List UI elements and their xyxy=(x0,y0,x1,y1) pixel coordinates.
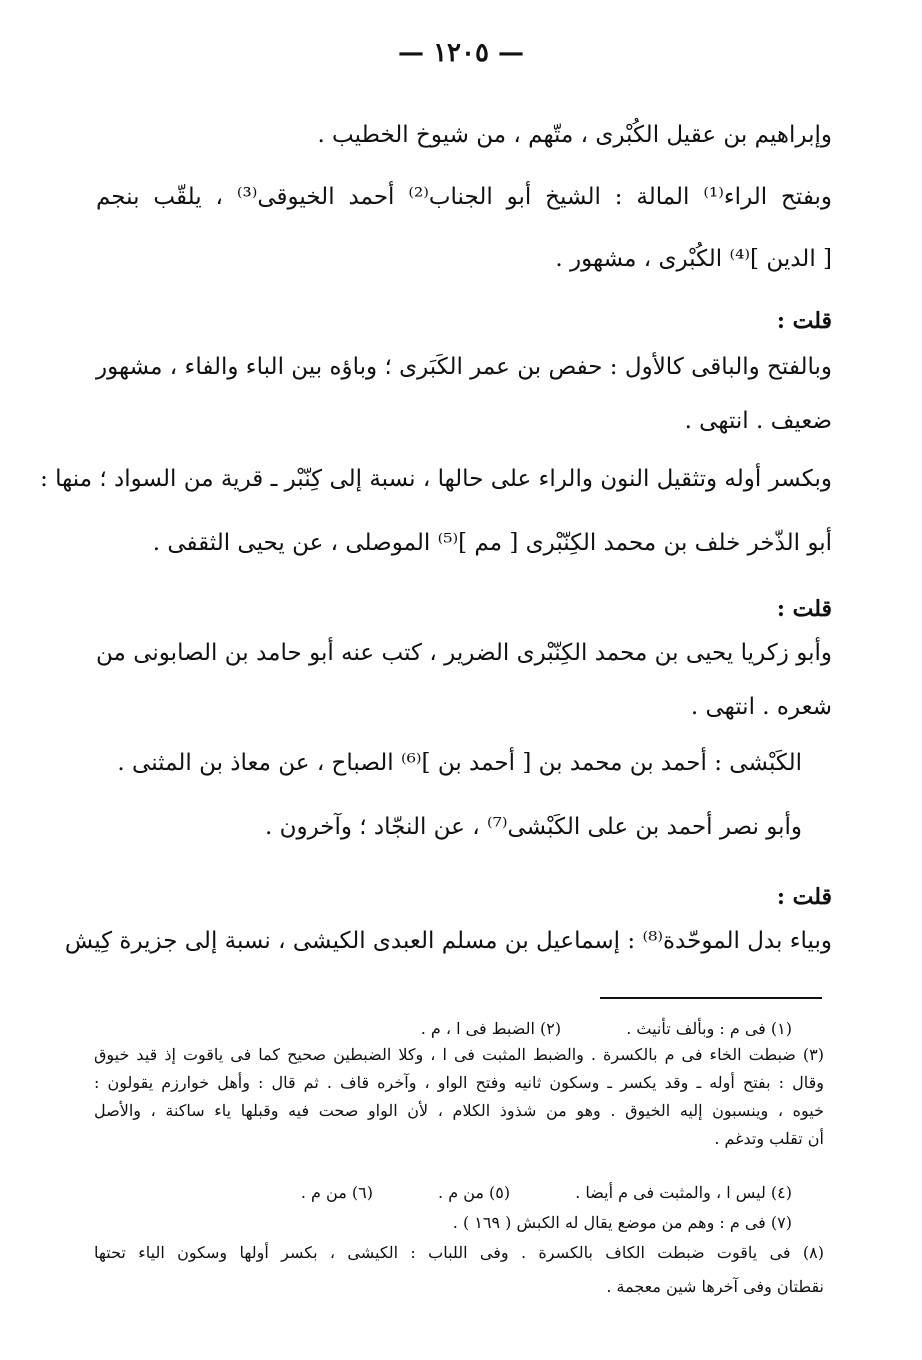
page-number: — ١٢٠٥ — xyxy=(398,38,524,68)
body-line-11: شعره . انتهى . xyxy=(690,694,832,720)
footnote-separator xyxy=(600,997,822,999)
footnote-6: (٦) من م . xyxy=(300,1183,373,1202)
body-line-6: ضعيف . انتهى . xyxy=(684,408,832,434)
footnote-5: (٥) من م . xyxy=(438,1183,511,1202)
body-line-10: وأبو زكريا يحيى بن محمد الكِنّبْرى الضرير ، كتب عنه أبو حامد بن الصابونى من xyxy=(96,640,832,666)
section-heading-qultu-1: قلت : xyxy=(776,308,832,334)
body-line-7: وبكسر أوله وتثقيل النون والراء على حالها ، نسبة إلى كِنّبْر ـ قرية من السواد ؛ منها : xyxy=(40,466,832,492)
footnote-3-line-4: أن تقلب وتدغم . xyxy=(714,1129,824,1148)
footnote-3-line-2: وقال : بفتح أوله ـ وقد يكسر ـ وسكون ثانيه وفتح الواو ، وآخره قاف . ثم قال : وأهل خوارزم يقولون : xyxy=(94,1073,824,1092)
footnote-2: (٢) الضبط فى ا ، م . xyxy=(420,1019,562,1038)
body-line-12: الكَبْشى : أحمد بن محمد بن [ أحمد بن ]⁽⁶⁾ الصباح ، عن معاذ بن المثنى . xyxy=(117,750,802,776)
body-line-13: وأبو نصر أحمد بن على الكَبْشى⁽⁷⁾ ، عن النجّاد ؛ وآخرون . xyxy=(264,814,802,840)
body-line-3: [ الدين ]⁽⁴⁾ الكُبْرى ، مشهور . xyxy=(555,246,832,272)
footnote-8-line-1: (٨) فى ياقوت ضبطت الكاف بالكسرة . وفى اللباب : الكيشى ، بكسر أولها وسكون الياء تحتها xyxy=(94,1243,824,1262)
footnote-7: (٧) فى م : وهم من موضع يقال له الكبش ( ١٦٩ ) . xyxy=(452,1213,792,1232)
footnote-row-1 xyxy=(200,1018,792,1040)
footnote-8-line-2: نقطتان وفى آخرها شين معجمة . xyxy=(606,1277,824,1296)
footnote-3-line-1: (٣) ضبطت الخاء فى م بالكسرة . والضبط المثبت فى ا ، وكلا الضبطين صحيح كما فى ياقوت إذ قيد خيوق xyxy=(94,1045,825,1064)
footnote-1: (١) فى م : وبألف تأنيث . xyxy=(626,1019,792,1038)
footnote-row-7 xyxy=(200,1212,792,1234)
body-line-8: أبو الذّخر خلف بن محمد الكِنّبْرى [ مم ]⁽⁵⁾ الموصلى ، عن يحيى الثقفى . xyxy=(152,530,832,556)
body-line-15: وبياء بدل الموحّدة⁽⁸⁾ : إسماعيل بن مسلم العبدى الكيشى ، نسبة إلى جزيرة كِيش xyxy=(64,928,832,954)
body-line-1: وإبراهيم بن عقيل الكُبْرى ، متّهم ، من شيوخ الخطيب . xyxy=(317,122,832,148)
body-line-2: وبفتح الراء⁽¹⁾ المالة : الشيخ أبو الجناب⁽²⁾ أحمد الخيوقى⁽³⁾ ، يلقّب بنجم xyxy=(96,184,832,210)
footnote-4: (٤) ليس ا ، والمثبت فى م أيضا . xyxy=(575,1183,792,1202)
body-line-5: وبالفتح والباقى كالأول : حفص بن عمر الكَبَرى ؛ وباؤه بين الباء والفاء ، مشهور xyxy=(96,354,832,380)
footnote-row-4-5-6 xyxy=(180,1182,792,1204)
section-heading-qultu-2: قلت : xyxy=(776,596,832,622)
section-heading-qultu-3: قلت : xyxy=(776,884,832,910)
footnote-3-line-3: خيوه ، وينسبون إليه الخيوق . وهو من شذوذ الكلام ، لأن الواو صحت فيه وقبلها ياء ساكنة ، والأصل xyxy=(94,1101,825,1120)
